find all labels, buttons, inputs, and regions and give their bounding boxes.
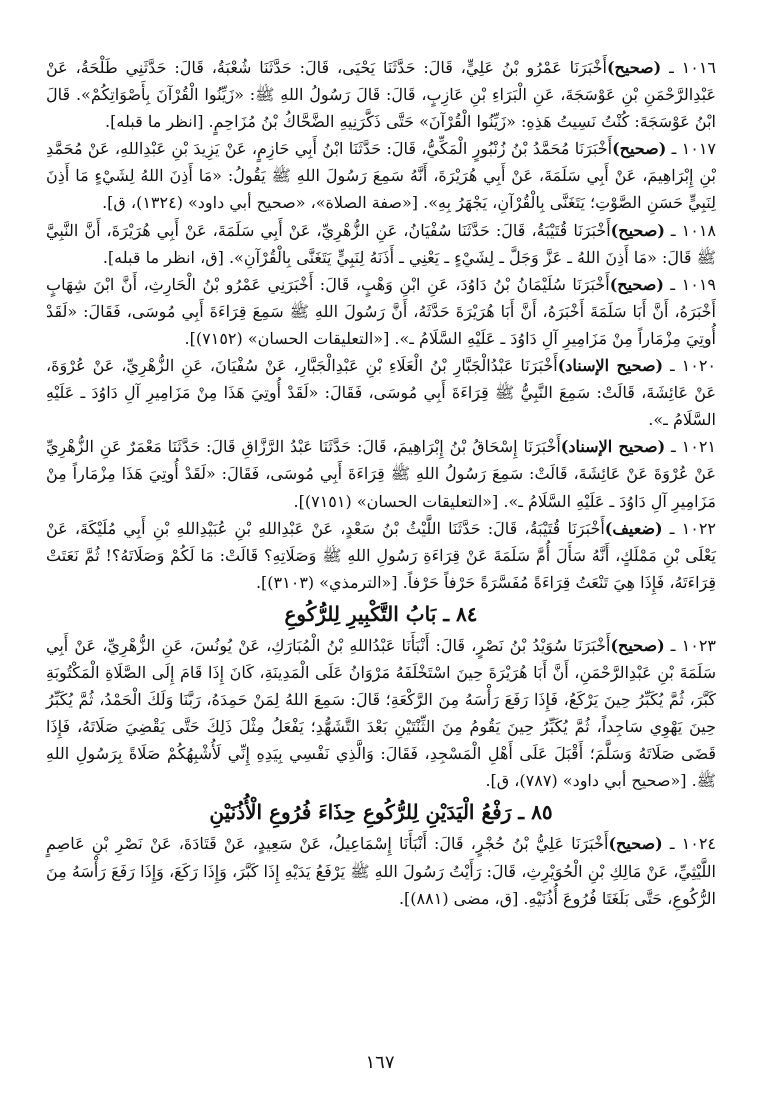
hadith-grade: (صحيح) xyxy=(609,274,664,294)
hadith-grade: (ضعيف) xyxy=(604,518,663,538)
hadith-number: ١٠٢١ xyxy=(681,437,716,457)
hadith-1021: ١٠٢١ ـ (صحيح الإسناد)أَخْبَرَنَا إِسْحَاقُ بْنُ إِبْرَاهِيمَ، قَالَ: حَدَّثَنَا عَبْدُ الرَّزَّاقِ قَالَ: حَدَّثَنَا مَعْمَرٌ عَنِ الزُّهْرِيِّ عَنْ عُرْوَةَ عَنْ عَائِشَةَ، قَالَتْ: سَمِعَ رَسُولُ اللهِ ﷺ قِرَاءَةَ أَبِي مُوسَى، فَقَالَ: «لَقَدْ أُوتِيَ هَذَا مِزْمَاراً مِنْ مَزَامِيرِ آلِ دَاوُدَ ـ عَلَيْهِ السَّلَامُ ـ». [«التعليقات الحسان» (٧١٥١)]. xyxy=(46,437,716,511)
chapter-heading-85: ٨٥ ـ رَفْعُ الْيَدَيْنِ لِلرُّكُوعِ حِذَاءَ فُرُوعِ الْأُذُنَيْنِ xyxy=(209,800,553,825)
hadith-number: ١٠٢٠ xyxy=(681,356,717,376)
hadith-number: ١٠١٩ xyxy=(681,274,717,294)
hadith-number: ١٠١٨ xyxy=(681,220,716,240)
page-body xyxy=(46,54,716,912)
hadith-grade: (صحيح) xyxy=(608,834,663,854)
hadith-text: أَخْبَرَنَا قُتَيْبَةُ، قَالَ: حَدَّثَنَا اللَّيْثُ بْنُ سَعْدٍ، عَنْ عَبْدِاللهِ بْنِ عُبَيْدِاللهِ بْنِ أَبِي مُلَيْكَةَ، عَنْ يَعْلَى بْنِ مَمْلَكٍ، أَنَّهُ سَأَلَ أُمَّ سَلَمَةَ عَنْ قِرَاءَةِ رَسُولِ اللهِ ﷺ وَصَلَاتِهِ؟ قَالَتْ: مَا لَكُمْ وَصَلَاتَهُ؟! ثُمَّ نَعَتَتْ قِرَاءَتَهُ، فَإِذَا هِيَ تَنْعَتُ قِرَاءَةً مُفَسَّرَةً حَرْفاً حَرْفاً. [«الترمذي» (٣١٠٣)]. xyxy=(46,518,716,592)
hadith-grade: (صحيح) xyxy=(610,220,665,240)
hadith-number: ١٠١٦ xyxy=(681,58,717,77)
hadith-text: أَخْبَرَنَا قُتَيْبَةُ، قَالَ: حَدَّثَنَا سُفْيَانُ، عَنِ الزُّهْرِيِّ، عَنْ أَبِي سَلَمَةَ، عَنْ أَبِي هُرَيْرَةَ، أَنَّ النَّبِيَّ ﷺ قَالَ: «مَا أَذِنَ اللهُ ـ عَزَّ وَجَلَّ ـ لِشَيْءٍ ـ يَعْنِي ـ أَذَنَهُ لِنَبِيٍّ يَتَغَنَّى بِالْقُرْآنِ». [ق، انظر ما قبله]. xyxy=(46,220,716,267)
hadith-text: أَخْبَرَنَا إِسْحَاقُ بْنُ إِبْرَاهِيمَ، قَالَ: حَدَّثَنَا عَبْدُ الرَّزَّاقِ قَالَ: حَدَّثَنَا مَعْمَرٌ عَنِ الزُّهْرِيِّ عَنْ عُرْوَةَ عَنْ عَائِشَةَ، قَالَتْ: سَمِعَ رَسُولُ اللهِ ﷺ قِرَاءَةَ أَبِي مُوسَى، فَقَالَ: «لَقَدْ أُوتِيَ هَذَا مِزْمَاراً مِنْ مَزَامِيرِ آلِ دَاوُدَ ـ عَلَيْهِ السَّلَامُ ـ». [«التعليقات الحسان» (٧١٥١)]. xyxy=(46,437,716,511)
hadith-number: ١٠١٧ xyxy=(681,139,717,159)
chapter-heading-84: ٨٤ ـ بَابُ التَّكْبِيرِ لِلرُّكُوعِ xyxy=(284,601,478,626)
hadith-text: أَخْبَرَنَا مُحَمَّدُ بْنُ زُنْبُورٍ الْمَكِّيُّ، قَالَ: حَدَّثَنَا ابْنُ أَبِي حَازِمٍ، عَنْ يَزِيدَ بْنِ عَبْدِاللهِ، عَنْ مُحَمَّدِ بْنِ إِبْرَاهِيمَ، عَنْ أَبِي سَلَمَةَ، عَنْ أَبِي هُرَيْرَةَ، أَنَّهُ سَمِعَ رَسُولَ اللهِ ﷺ يَقُولُ: «مَا أَذِنَ اللهُ لِشَيْءٍ مَا أَذِنَ لِنَبِيٍّ حَسَنِ الصَّوْتِ؛ يَتَغَنَّى بِالْقُرْآنِ، يَجْهَرُ بِهِ». [«صفة الصلاة»، «صحيح أبي داود» (١٣٢٤)، ق]. xyxy=(46,139,716,213)
hadith-grade: (صحيح الإسناد) xyxy=(560,437,666,457)
hadith-1023: ١٠٢٣ ـ (صحيح)أَخْبَرَنَا سُوَيْدُ بْنُ نَصْرٍ، قَالَ: أَنْبَأَنَا عَبْدُاللهِ بْنُ الْمُبَارَكِ، عَنْ يُونُسَ، عَنِ الزُّهْرِيِّ، عَنْ أَبِي سَلَمَةَ بْنِ عَبْدِالرَّحْمَنِ، أَنَّ أَبَا هُرَيْرَةَ حِينَ اسْتَخْلَفَهُ مَرْوَانُ عَلَى الْمَدِينَةِ، كَانَ إِذَا قَامَ إِلَى الصَّلَاةِ الْمَكْتُوبَةِ كَبَّرَ، ثُمَّ يُكَبِّرُ حِينَ يَرْكَعُ، فَإِذَا رَفَعَ رَأْسَهُ مِنَ الرَّكْعَةِ؛ قَالَ: سَمِعَ اللهُ لِمَنْ حَمِدَهُ، رَبَّنَا وَلَكَ الْحَمْدُ، ثُمَّ يُكَبِّرُ حِينَ يَهْوِي سَاجِداً، ثُمَّ يُكَبِّرُ حِينَ يَقُومُ مِنَ الثِّنْتَيْنِ بَعْدَ التَّشَهُّدِ؛ يَفْعَلُ مِثْلَ ذَلِكَ حَتَّى يَقْضِيَ صَلَاتَهُ، فَإِذَا قَضَى صَلَاتَهُ وَسَلَّمَ؛ أَقْبَلَ عَلَى أَهْلِ الْمَسْجِدِ، فَقَالَ: وَالَّذِي نَفْسِي بِيَدِهِ إِنِّي لَأُشْبِهُكُمْ صَلَاةً بِرَسُولِ اللهِ ﷺ. [«صحيح أبي داود» (٧٨٧)، ق]. xyxy=(46,635,717,791)
hadith-grade: (صحيح) xyxy=(610,635,665,655)
hadith-text: أَخْبَرَنَا سُلَيْمَانُ بْنُ دَاوُدَ، عَنِ ابْنِ وَهْبٍ، قَالَ: أَخْبَرَنِي عَمْرُو بْنُ الْحَارِثِ، أَنَّ ابْنَ شِهَابٍ أَخْبَرَهُ، أَنَّ أَبَا سَلَمَةَ أَخْبَرَهُ، أَنَّ أَبَا هُرَيْرَةَ حَدَّثَهُ، أَنَّ رَسُولَ اللهِ ﷺ سَمِعَ قِرَاءَةَ أَبِي مُوسَى، فَقَالَ: «لَقَدْ أُوتِيَ مِزْمَاراً مِنْ مَزَامِيرِ آلِ دَاوُدَ ـ عَلَيْهِ السَّلَامُ ـ». [«التعليقات الحسان» (٧١٥٢)]. xyxy=(46,274,716,348)
hadith-1022: ١٠٢٢ ـ (ضعيف)أَخْبَرَنَا قُتَيْبَةُ، قَالَ: حَدَّثَنَا اللَّيْثُ بْنُ سَعْدٍ، عَنْ عَبْدِاللهِ بْنِ عُبَيْدِاللهِ بْنِ أَبِي مُلَيْكَةَ، عَنْ يَعْلَى بْنِ مَمْلَكٍ، أَنَّهُ سَأَلَ أُمَّ سَلَمَةَ عَنْ قِرَاءَةِ رَسُولِ اللهِ ﷺ وَصَلَاتِهِ؟ قَالَتْ: مَا لَكُمْ وَصَلَاتَهُ؟! ثُمَّ نَعَتَتْ قِرَاءَتَهُ، فَإِذَا هِيَ تَنْعَتُ قِرَاءَةً مُفَسَّرَةً حَرْفاً حَرْفاً. [«الترمذي» (٣١٠٣)]. xyxy=(46,518,716,592)
hadith-1024: ١٠٢٤ ـ (صحيح)أَخْبَرَنَا عَلِيُّ بْنُ حُجْرٍ، قَالَ: أَنْبَأَنَا إِسْمَاعِيلُ، عَنْ سَعِيدٍ، عَنْ قَتَادَةَ، عَنْ نَصْرِ بْنِ عَاصِمٍ اللَّيْثِيِّ، عَنْ مَالِكِ بْنِ الْحُوَيْرِثِ، قَالَ: رَأَيْتُ رَسُولَ اللهِ ﷺ يَرْفَعُ يَدَيْهِ إِذَا كَبَّرَ، وَإِذَا رَكَعَ، وَإِذَا رَفَعَ رَأْسَهُ مِنَ الرُّكُوعِ، حَتَّى بَلَغَتَا فُرُوعَ أُذُنَيْهِ. [ق، مضى (٨٨١)]. xyxy=(46,834,717,908)
hadith-1019: ١٠١٩ ـ (صحيح)أَخْبَرَنَا سُلَيْمَانُ بْنُ دَاوُدَ، عَنِ ابْنِ وَهْبٍ، قَالَ: أَخْبَرَنِي عَمْرُو بْنُ الْحَارِثِ، أَنَّ ابْنَ شِهَابٍ أَخْبَرَهُ، أَنَّ أَبَا سَلَمَةَ أَخْبَرَهُ، أَنَّ أَبَا هُرَيْرَةَ حَدَّثَهُ، أَنَّ رَسُولَ اللهِ ﷺ سَمِعَ قِرَاءَةَ أَبِي مُوسَى، فَقَالَ: «لَقَدْ أُوتِيَ مِزْمَاراً مِنْ مَزَامِيرِ آلِ دَاوُدَ ـ عَلَيْهِ السَّلَامُ ـ». [«التعليقات الحسان» (٧١٥٢)]. xyxy=(46,274,717,348)
hadith-text: أَخْبَرَنَا عَمْرُو بْنُ عَلِيٍّ، قَالَ: حَدَّثَنَا يَحْيَى، قَالَ: حَدَّثَنَا شُعْبَةُ، قَالَ: حَدَّثَنِي طَلْحَةُ، عَنْ عَبْدِالرَّحْمَنِ بْنِ عَوْسَجَةَ، عَنِ الْبَرَاءِ بْنِ عَازِبٍ، قَالَ: قَالَ رَسُولُ اللهِ ﷺ: «زَيِّنُوا الْقُرْآنَ بِأَصْوَاتِكُمْ». قَالَ ابْنُ عَوْسَجَةَ: كُنْتُ نَسِيتُ هَذِهِ: «زَيِّنُوا الْقُرْآنَ» حَتَّى ذَكَّرَنِيهِ الضَّحَّاكُ بْنُ مُزَاحِمٍ. [انظر ما قبله]. xyxy=(46,58,716,132)
hadith-number: ١٠٢٣ xyxy=(681,635,716,655)
hadith-number: ١٠٢٢ xyxy=(681,518,716,538)
hadith-number: ١٠٢٤ xyxy=(681,834,717,854)
hadith-1020: ١٠٢٠ ـ (صحيح الإسناد)أَخْبَرَنَا عَبْدُالْجَبَّارِ بْنُ الْعَلَاءِ بْنِ عَبْدِالْجَبَّارِ، عَنْ سُفْيَانَ، عَنِ الزُّهْرِيِّ، عَنْ عُرْوَةَ، عَنْ عَائِشَةَ، قَالَتْ: سَمِعَ النَّبِيُّ ﷺ قِرَاءَةَ أَبِي مُوسَى، فَقَالَ: «لَقَدْ أُوتِيَ هَذَا مِنْ مَزَامِيرِ آلِ دَاوُدَ ـ عَلَيْهِ السَّلَامُ ـ». xyxy=(46,356,717,430)
hadith-1017: ١٠١٧ ـ (صحيح)أَخْبَرَنَا مُحَمَّدُ بْنُ زُنْبُورٍ الْمَكِّيُّ، قَالَ: حَدَّثَنَا ابْنُ أَبِي حَازِمٍ، عَنْ يَزِيدَ بْنِ عَبْدِاللهِ، عَنْ مُحَمَّدِ بْنِ إِبْرَاهِيمَ، عَنْ أَبِي سَلَمَةَ، عَنْ أَبِي هُرَيْرَةَ، أَنَّهُ سَمِعَ رَسُولَ اللهِ ﷺ يَقُولُ: «مَا أَذِنَ اللهُ لِشَيْءٍ مَا أَذِنَ لِنَبِيٍّ حَسَنِ الصَّوْتِ؛ يَتَغَنَّى بِالْقُرْآنِ، يَجْهَرُ بِهِ». [«صفة الصلاة»، «صحيح أبي داود» (١٣٢٤)، ق]. xyxy=(46,139,717,213)
hadith-grade: (صحيح) xyxy=(606,58,662,77)
hadith-1016: ١٠١٦ ـ (صحيح)أَخْبَرَنَا عَمْرُو بْنُ عَلِيٍّ، قَالَ: حَدَّثَنَا يَحْيَى، قَالَ: حَدَّثَنَا شُعْبَةُ، قَالَ: حَدَّثَنِي طَلْحَةُ، عَنْ عَبْدِالرَّحْمَنِ بْنِ عَوْسَجَةَ، عَنِ الْبَرَاءِ بْنِ عَازِبٍ، قَالَ: قَالَ رَسُولُ اللهِ ﷺ: «زَيِّنُوا الْقُرْآنَ بِأَصْوَاتِكُمْ». قَالَ ابْنُ عَوْسَجَةَ: كُنْتُ نَسِيتُ هَذِهِ: «زَيِّنُوا الْقُرْآنَ» حَتَّى ذَكَّرَنِيهِ الضَّحَّاكُ بْنُ مُزَاحِمٍ. [انظر ما قبله]. xyxy=(46,58,717,132)
hadith-1018: ١٠١٨ ـ (صحيح)أَخْبَرَنَا قُتَيْبَةُ، قَالَ: حَدَّثَنَا سُفْيَانُ، عَنِ الزُّهْرِيِّ، عَنْ أَبِي سَلَمَةَ، عَنْ أَبِي هُرَيْرَةَ، أَنَّ النَّبِيَّ ﷺ قَالَ: «مَا أَذِنَ اللهُ ـ عَزَّ وَجَلَّ ـ لِشَيْءٍ ـ يَعْنِي ـ أَذَنَهُ لِنَبِيٍّ يَتَغَنَّى بِالْقُرْآنِ». [ق، انظر ما قبله]. xyxy=(46,220,716,267)
hadith-text: أَخْبَرَنَا عَبْدُالْجَبَّارِ بْنُ الْعَلَاءِ بْنِ عَبْدِالْجَبَّارِ، عَنْ سُفْيَانَ، عَنِ الزُّهْرِيِّ، عَنْ عُرْوَةَ، عَنْ عَائِشَةَ، قَالَتْ: سَمِعَ النَّبِيُّ ﷺ قِرَاءَةَ أَبِي مُوسَى، فَقَالَ: «لَقَدْ أُوتِيَ هَذَا مِنْ مَزَامِيرِ آلِ دَاوُدَ ـ عَلَيْهِ السَّلَامُ ـ». xyxy=(46,356,716,430)
hadith-grade: (صحيح الإسناد) xyxy=(557,356,664,376)
hadith-text: أَخْبَرَنَا عَلِيُّ بْنُ حُجْرٍ، قَالَ: أَنْبَأَنَا إِسْمَاعِيلُ، عَنْ سَعِيدٍ، عَنْ قَتَادَةَ، عَنْ نَصْرِ بْنِ عَاصِمٍ اللَّيْثِيِّ، عَنْ مَالِكِ بْنِ الْحُوَيْرِثِ، قَالَ: رَأَيْتُ رَسُولَ اللهِ ﷺ يَرْفَعُ يَدَيْهِ إِذَا كَبَّرَ، وَإِذَا رَكَعَ، وَإِذَا رَفَعَ رَأْسَهُ مِنَ الرُّكُوعِ، حَتَّى بَلَغَتَا فُرُوعَ أُذُنَيْهِ. [ق، مضى (٨٨١)]. xyxy=(46,834,716,908)
page-number: ١٦٧ xyxy=(365,1052,395,1073)
hadith-grade: (صحيح) xyxy=(612,139,667,159)
hadith-text: أَخْبَرَنَا سُوَيْدُ بْنُ نَصْرٍ، قَالَ: أَنْبَأَنَا عَبْدُاللهِ بْنُ الْمُبَارَكِ، عَنْ يُونُسَ، عَنِ الزُّهْرِيِّ، عَنْ أَبِي سَلَمَةَ بْنِ عَبْدِالرَّحْمَنِ، أَنَّ أَبَا هُرَيْرَةَ حِينَ اسْتَخْلَفَهُ مَرْوَانُ عَلَى الْمَدِينَةِ، كَانَ إِذَا قَامَ إِلَى الصَّلَاةِ الْمَكْتُوبَةِ كَبَّرَ، ثُمَّ يُكَبِّرُ حِينَ يَرْكَعُ، فَإِذَا رَفَعَ رَأْسَهُ مِنَ الرَّكْعَةِ؛ قَالَ: سَمِعَ اللهُ لِمَنْ حَمِدَهُ، رَبَّنَا وَلَكَ الْحَمْدُ، ثُمَّ يُكَبِّرُ حِينَ يَهْوِي سَاجِداً، ثُمَّ يُكَبِّرُ حِينَ يَقُومُ مِنَ الثِّنْتَيْنِ بَعْدَ التَّشَهُّدِ؛ يَفْعَلُ مِثْلَ ذَلِكَ حَتَّى يَقْضِيَ صَلَاتَهُ، فَإِذَا قَضَى صَلَاتَهُ وَسَلَّمَ؛ أَقْبَلَ عَلَى أَهْلِ الْمَسْجِدِ، فَقَالَ: وَالَّذِي نَفْسِي بِيَدِهِ إِنِّي لَأُشْبِهُكُمْ صَلَاةً بِرَسُولِ اللهِ ﷺ. [«صحيح أبي داود» (٧٨٧)، ق]. xyxy=(46,635,717,791)
